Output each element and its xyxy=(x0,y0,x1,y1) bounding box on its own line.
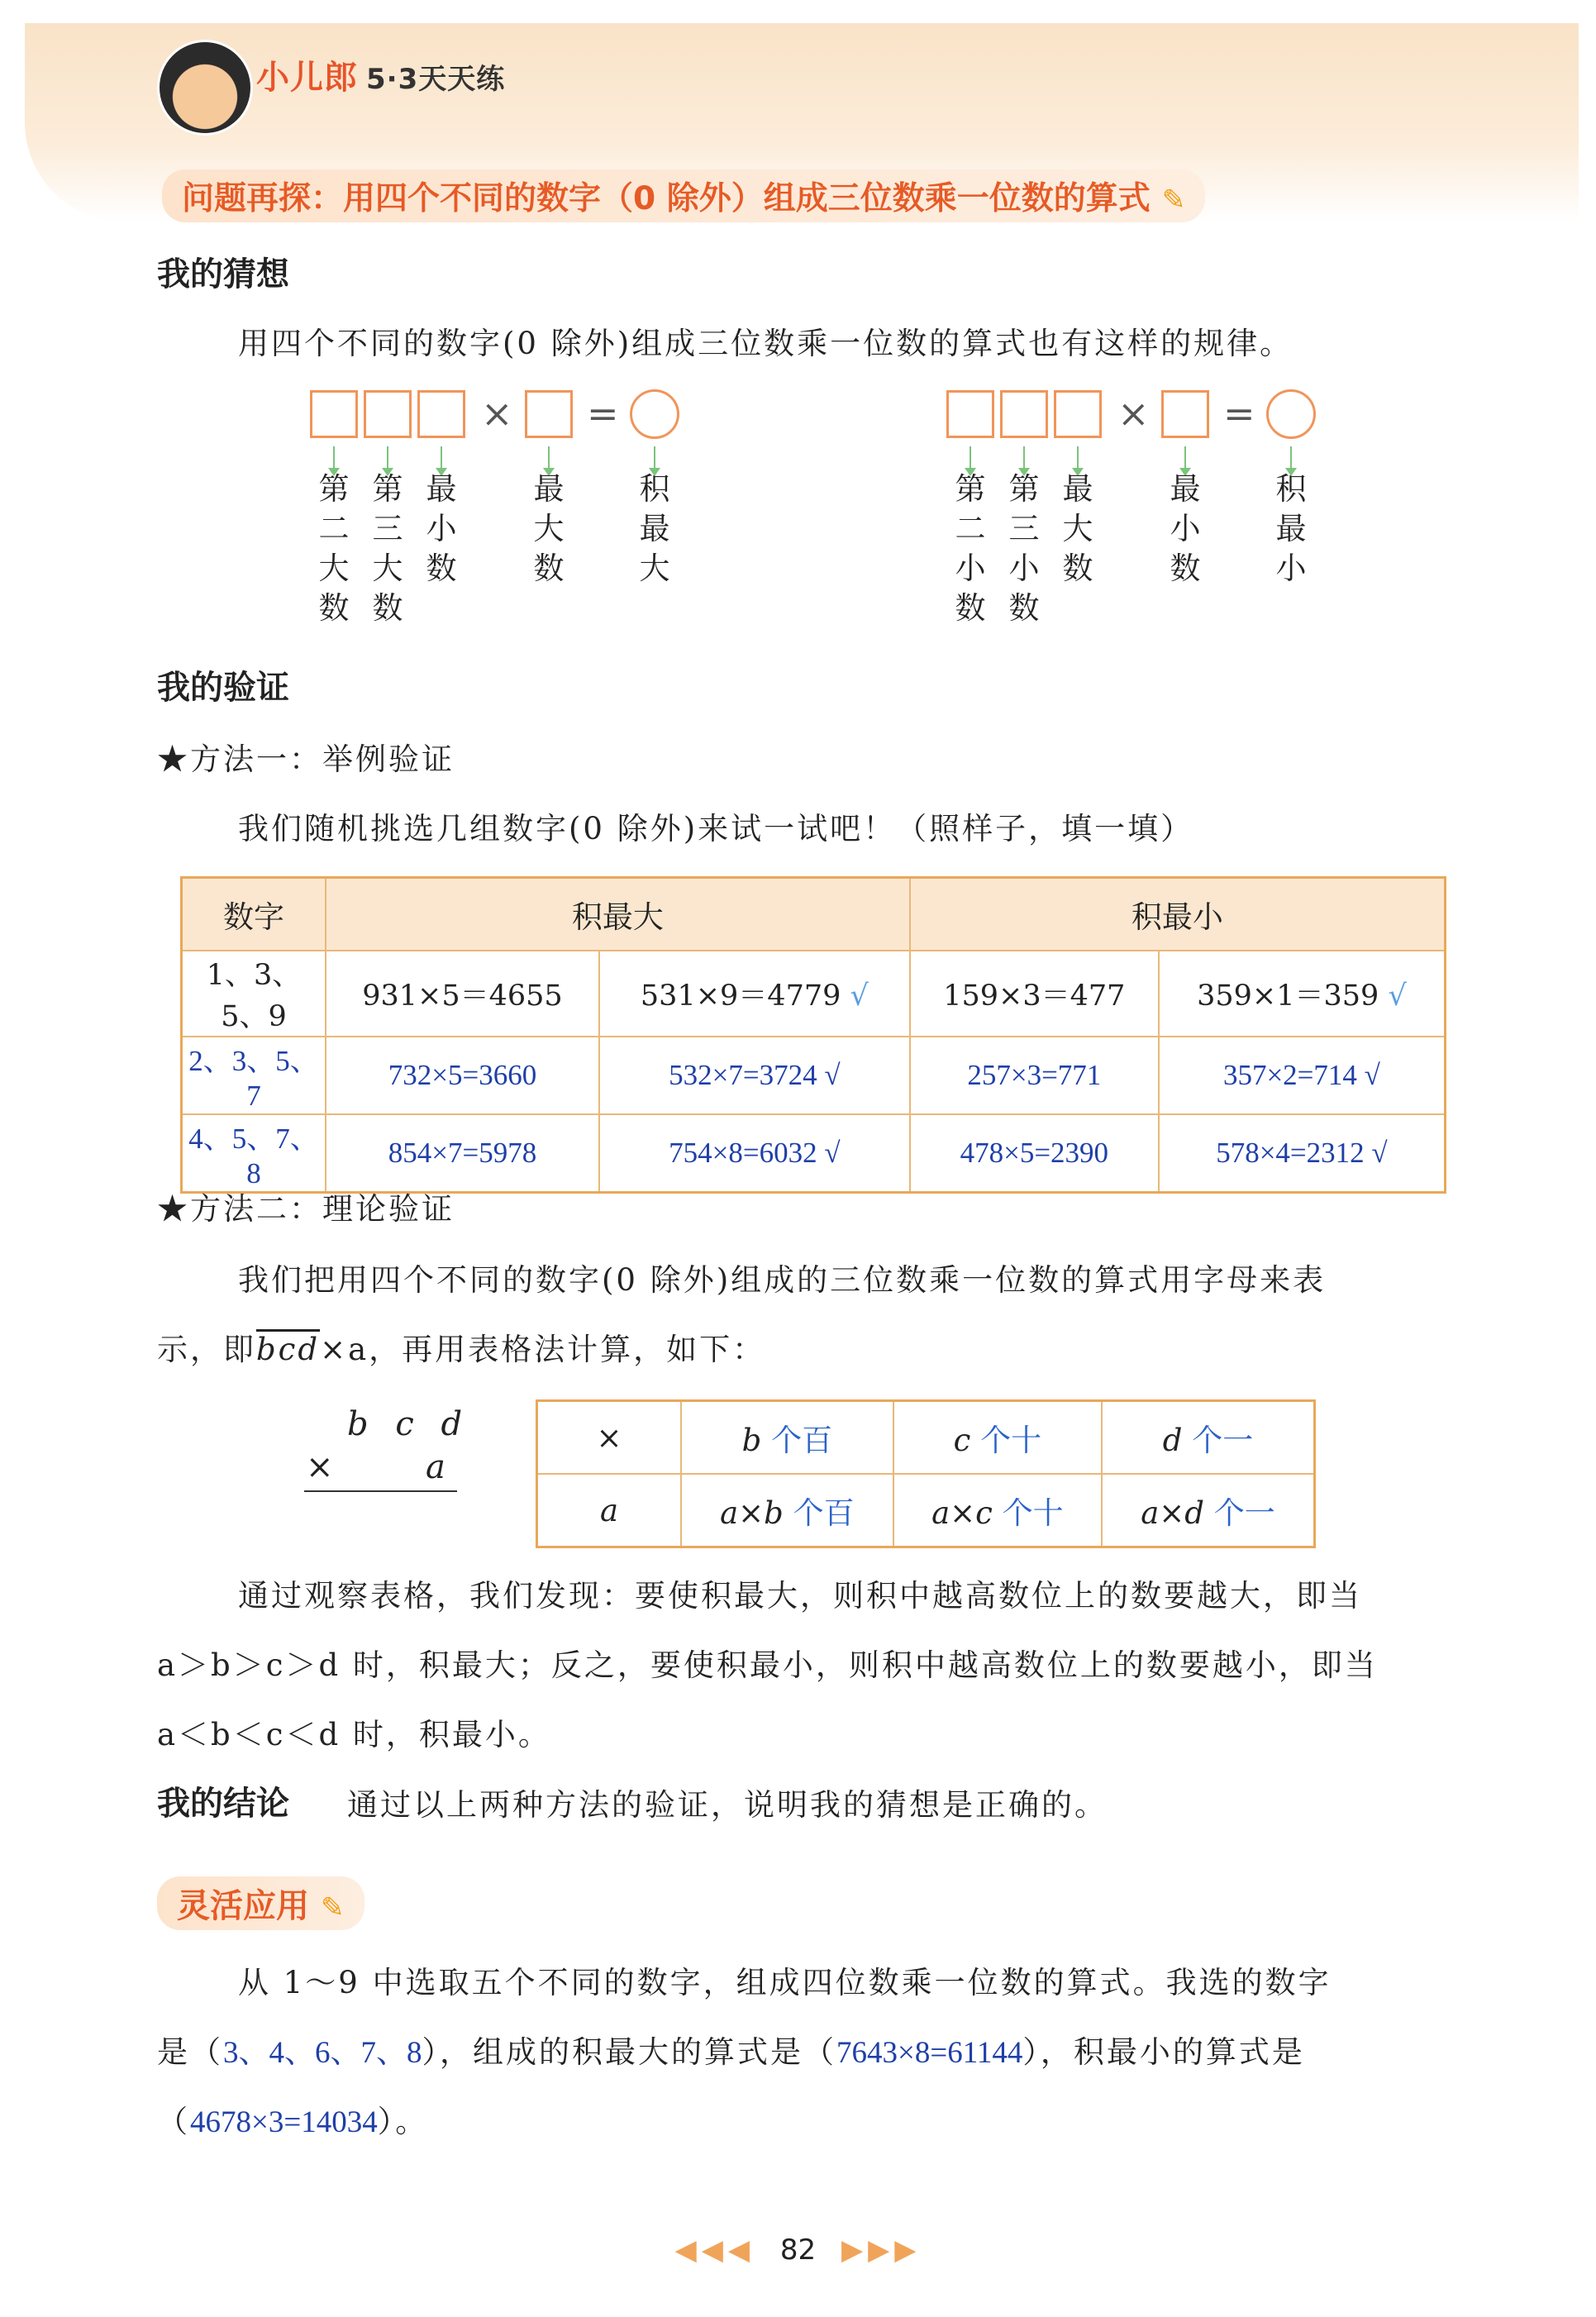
label: 第二小数 xyxy=(955,471,986,626)
method1-title: ★方法一：举例验证 xyxy=(157,741,455,777)
answer-max: 7643×8=61144 xyxy=(836,2036,1023,2070)
digit-box xyxy=(1054,390,1102,438)
guess-heading: 我的猜想 xyxy=(157,255,289,293)
label: 积最大 xyxy=(639,471,670,586)
right-arrows-icon: ▶▶▶ xyxy=(841,2234,922,2267)
label: 第二大数 xyxy=(318,471,350,626)
max-cell: 754×8=6032 √ xyxy=(599,1114,910,1193)
table-row: × b 个百 c 个十 d 个一 xyxy=(537,1401,1315,1475)
table-row xyxy=(182,1037,1446,1114)
digit-box xyxy=(1000,390,1048,438)
method2-line2: 示，即$\overline{bcd}\times a$，再用表格法计算，如下： xyxy=(157,1332,766,1367)
product-circle xyxy=(1266,389,1316,439)
table-row xyxy=(182,1114,1446,1193)
max-cell: 532×7=3724 √ xyxy=(599,1037,910,1114)
min-cell: 359×1＝359 √ xyxy=(1159,951,1446,1037)
label: 最大数 xyxy=(1062,471,1093,586)
min-cell: 478×5=2390 xyxy=(910,1114,1159,1193)
table-row xyxy=(182,951,1446,1037)
vertical-bottom: a xyxy=(426,1448,445,1486)
min-cell: 257×3=771 xyxy=(910,1037,1159,1114)
label: 积最小 xyxy=(1275,471,1307,586)
mascot-icon xyxy=(157,40,253,136)
apply-line2: 是（3、4、6、7、8），组成的积最大的算式是（7643×8=61144），积最小的算式是 xyxy=(157,2034,1305,2070)
product-circle xyxy=(630,389,679,439)
guess-statement: 用四个不同的数字(0 除外)组成三位数乘一位数的算式也有这样的规律。 xyxy=(238,326,1293,361)
pencil-icon: ✎ xyxy=(321,1891,345,1924)
method1-intro: 我们随机挑选几组数字(0 除外)来试一试吧！（照样子，填一填） xyxy=(238,811,1194,846)
digit-box xyxy=(417,390,465,438)
apply-line1: 从 1～9 中选取五个不同的数字，组成四位数乘一位数的算式。我选的数字 xyxy=(238,1965,1332,2000)
digit-box xyxy=(1161,390,1209,438)
max-cell: 931×5＝4655 xyxy=(326,951,599,1037)
times-sign: × xyxy=(1117,391,1150,436)
label: 最小数 xyxy=(426,471,457,586)
example-table xyxy=(180,876,1446,1194)
left-arrows-icon: ◀◀◀ xyxy=(674,2234,755,2267)
digit-box xyxy=(946,390,994,438)
max-cell: 854×7=5978 xyxy=(326,1114,599,1193)
table-row: a a×b 个百 a×c 个十 a×d 个一 xyxy=(537,1474,1315,1547)
label: 第三大数 xyxy=(372,471,403,626)
conclusion-text: 通过以上两种方法的验证，说明我的猜想是正确的。 xyxy=(347,1787,1108,1823)
page-footer xyxy=(0,2234,1596,2267)
col-header-max: 积最大 xyxy=(326,878,910,951)
digits-cell: 2、3、5、7 xyxy=(182,1037,326,1114)
digit-box xyxy=(525,390,573,438)
grid-table xyxy=(536,1399,1316,1548)
vertical-times: × xyxy=(306,1448,334,1486)
col-header-min: 积最小 xyxy=(910,878,1446,951)
label: 最小数 xyxy=(1170,471,1201,586)
label: 最大数 xyxy=(533,471,565,586)
observation-line1: 通过观察表格，我们发现：要使积最大，则积中越高数位上的数要越大，即当 xyxy=(238,1578,1362,1614)
section-title: 问题再探：用四个不同的数字（0 除外）组成三位数乘一位数的算式 ✎ xyxy=(162,169,1205,222)
brand-logo: 小儿郎 5·3天天练 xyxy=(256,59,506,97)
apply-title: 灵活应用 ✎ xyxy=(157,1876,364,1930)
conclusion-heading: 我的结论 xyxy=(157,1785,289,1823)
page-number: 82 xyxy=(779,2234,817,2267)
method2-title: ★方法二：理论验证 xyxy=(157,1191,455,1227)
digits-cell: 1、3、5、9 xyxy=(182,951,326,1037)
observation-line3: a＜b＜c＜d 时，积最小。 xyxy=(157,1717,551,1752)
min-cell: 357×2=714 √ xyxy=(1159,1037,1446,1114)
times-sign: × xyxy=(481,391,513,436)
digits-cell: 4、5、7、8 xyxy=(182,1114,326,1193)
vertical-line xyxy=(304,1490,457,1492)
digit-box xyxy=(310,390,358,438)
vertical-top: b c d xyxy=(347,1405,471,1443)
method2-line1: 我们把用四个不同的数字(0 除外)组成的三位数乘一位数的算式用字母来表 xyxy=(238,1262,1327,1298)
observation-line2: a＞b＞c＞d 时，积最大；反之，要使积最小，则积中越高数位上的数要越小，即当 xyxy=(157,1647,1378,1683)
equals-sign: = xyxy=(587,391,619,436)
pencil-icon: ✎ xyxy=(1161,184,1186,217)
max-cell: 531×9＝4779 √ xyxy=(599,951,910,1037)
min-cell: 159×3＝477 xyxy=(910,951,1159,1037)
verify-heading: 我的验证 xyxy=(157,669,289,707)
label: 第三小数 xyxy=(1008,471,1040,626)
apply-line3: （4678×3=14034）。 xyxy=(157,2104,429,2139)
answer-min: 4678×3=14034 xyxy=(190,2105,378,2139)
max-cell: 732×5=3660 xyxy=(326,1037,599,1114)
answer-digits: 3、4、6、7、8 xyxy=(223,2036,422,2070)
digit-box xyxy=(364,390,412,438)
equals-sign: = xyxy=(1223,391,1255,436)
col-header-digits: 数字 xyxy=(182,878,326,951)
min-cell: 578×4=2312 √ xyxy=(1159,1114,1446,1193)
